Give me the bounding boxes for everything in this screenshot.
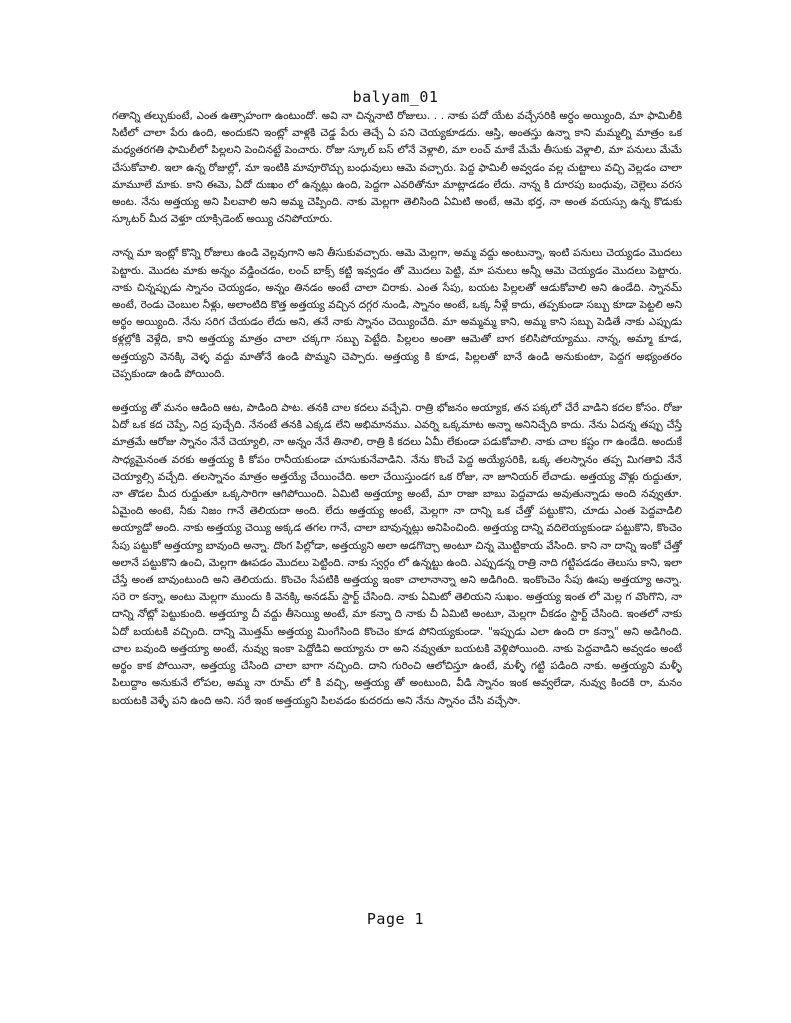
document-title: balyam_01	[352, 88, 439, 106]
document-body	[112, 108, 682, 727]
paragraph-2: నాన్న మా ఇంట్లో కొన్ని రోజులు ఉండి వెల్లవుగాని అని తీసుకువచ్చారు. ఆమె మెల్లగా, అమ్మ వద్దు అంటున్నా, ఇంటి పనులు చెయ్యడం మొదలు పెట్టారు. మొదట మాకు అన్నం వడ్డించడం, లంచ్ బాక్స్ కట్టి ఇవ్వడం తో మొదలు పెట్టి, మా పనులు అన్నీ ఆమె చెయ్యడం మొదలు పెట్టారు. నాకు చిన్నప్పుడు స్నానం చెయ్యడం, అన్నం తినడం అంటే చాలా చిరాకు. ఎంత సేపు, బయట పిల్లలతో ఆడుకోవాలి అని ఉండేది. స్నానమ్ అంటే, రెండు చెంబుల నీళ్లు, అలాంటిది కొత్త అత్తయ్య వచ్చిన దగ్గర నుండి, స్నానం అంటే, ఒక్క నీళ్లే కాదు, తప్పకుండా సబ్బు కూడా పెట్టలి అని అర్థం అయ్యింది. నేను సరిగ చేయడం లేదు అని, తనే నాకు స్నానం చెయ్యించేది. మా అమ్మమ్మ కాని, అమ్మ కాని సబ్బు పెడితే నాకు ఎప్పుడు కళ్లల్లోకి వెళ్లేది, కాని అత్తయ్య మాత్రం చాలా చక్కగా సబ్బు పెట్టేది. పిల్లలం అంతా ఆమెతో బాగ కలిసిపోయ్యాము. నాన్న, అమ్మా కూడ, అత్తయ్యని వెనక్కి వెళ్ళ వద్దు మాతోనే ఉండి పొమ్మని చెప్పారు. అత్తయ్య కి కూడ, పిల్లలతో బానే ఉండి అనుకుంటా, పెద్దగ అభ్యంతరం చెప్పకుండా ఉండి పోయింది.	[112, 247, 682, 380]
paragraph-1: గతాన్ని తల్చుకుంటే, ఎంత ఉత్సాహంగా ఉంటుందో. అవి నా చిన్ననాటి రోజులు. . . నాకు పదో యేట వచ్చేసరికి అర్ధం అయ్యింది, మా ఫామిలీకి సిటీలో చాలా పేరు ఉంది, అందుకని ఇంట్లో వాళ్లకి చెడ్డ పేరు తెచ్చే ఏ పని చెయ్యకూడదు. ఆస్తి, అంతస్తు ఉన్నా కాని మమ్మల్ని మాత్రం ఒక మధ్యతరగతి ఫామిలీలో పిల్లలని పెంచినట్టే పెంచారు. రోజు స్కూల్ బస్ లోనే వెళ్లాలి, మా లంచ్ మాకే మేమే తీసుకు వెళ్లాలి, మా పనులు మేమే చేసుకోవాలి. ఇలా ఉన్న రోజుల్లో, మా ఇంటికి మావూరొచ్చు బంధువులు ఆమె వచ్చారు. పెద్ద ఫామిలీ అవ్వడం వల్ల చుట్టాలు వచ్చి వెల్లడం చాలా మామూలే మాకు. కాని ఈమె, ఏదో దుఃఖం లో ఉన్నట్లు ఉంది, పెద్దగా ఎవరితోనూ మాట్లాడడం లేదు. నాన్న కి దూరపు బంధువు, చెల్లెలు వరస అంట. నేను అత్తయ్య అని పిలవాలి అని అమ్మ చెప్పింది. నాకు మెల్లగా తెలిసింది ఏమిటి అంటే, ఆమె భర్త, నా అంత వయస్సు ఉన్న కొడుకు స్కూటర్ మీద వెళ్తూ యాక్సిడెంట్ అయ్యి చనిపోయారు.	[112, 110, 682, 226]
page-number: Page 1	[366, 910, 425, 928]
paragraph-3: అత్తయ్య తో మనం ఆడింది ఆట, పాడింది పాట. తనకి చాల కదలు వచ్చేవి. రాత్రి భోజనం అయ్యాక, తన పక్కలో చేరే వాడిని కదల కోసం. రోజు ఏదో ఒక కద చెప్పే, నిద్ర పుచ్చేది. నేనంటే తనకి ఎక్కడ లేని అభిమానము. ఎవర్ని ఒక్కమాట అన్నా అనినిచ్చేది కాదు. నేను ఏదన్న తప్పు చేస్తే మాత్రమే ఆరోజు స్నానం నేనే చెయ్యాలి, నా అన్నం నేనే తినాలి, రాత్రి కి కదలు ఏమీ లేకుండా పడుకోవాలి. నాకు చాల కష్టం గా ఉండేది. అందుకే సాధ్యమైనంత వరకు అత్తయ్య కి కోపం రానీయకుండా చూసుకునేవాడిని. నేను కొంచే పెద్ద అయ్యేసరికి, ఒక్క తలస్నానం తప్ప మిగతావి నేనే చెయ్యాల్సి వచ్చేది. తలస్నానం మాత్రం అత్తయ్యే చేయించేది. అలా చేయిస్తుండగ ఒక రోజు, నా జూనియర్ లేచాడు. అత్తయ్య వొళ్లు రుద్దుతూ, నా తొడల మీద రుద్దుతూ ఒక్కసారిగా ఆగిపోయింది. ఏమిటి అత్తయ్యా అంటే, మా రాజా బాబు పెద్దవాడు అవుతున్నాడు అంది నవ్వుతూ. ఏమైంది అంటె, నీకు నిజం గానే తెలియదా అంది. లేదు అత్తయ్య అంటే, మెల్లగా నా దాన్ని ఒక చేత్తో పట్టుకొని, చూడు ఎంత పెద్దవాడిలి అయ్యాడో అంది. నాకు అత్తయ్య చెయ్యి అక్కడ తగల గానే, చాలా బావున్నట్లు అనిపించింది. అత్తయ్య దాన్ని వదిలెయ్యకుండా పట్టుకొని, కొంచెం సేపు పట్టుకో అత్తయ్యా బావుంది అన్నా. దొంగ పిల్లోడా, అత్తయ్యని అలా అడగొచ్చా అంటూ చిన్న మొట్టికాయ వేసింది. కాని నా దాన్ని ఇంకో చేత్తో అలానే పట్టుకొని ఉంచి, మెల్లగా ఊపడం మొదలు పెట్టింది. నాకు స్వర్గం లో ఉన్నట్టు ఉంది. ఎప్పుడన్న రాత్రి నాది గట్టిపడడం తెలుసు కాని, ఇలా చేస్తే అంత బావుంటుంది అని తెలియదు. కొంచెం సేపటికి అత్తయ్య ఇంకా చాలానాన్నా అని అడిగింది. ఇంకొంచెం సేపు ఊపు అత్తయ్యా అన్నా. సరె రా కన్నా, అంటు మెల్లగా ముందు కి వెనక్కి అనడమ్ స్టార్ట్ చేసింది. నాకు ఏమిటో తెలియని సుఖం. అత్తయ్య ఇంత లో మెల్ల గ వొంగొని, నా దాన్ని నోట్లో పెట్టుకుంది. అత్తయ్యా చీ వద్దు తీసెయ్యి అంటే, మా కన్నా ది నాకు చీ ఏమిటి అంటూ, మెల్లగా చీకడం స్టార్ట్ చేసింది. ఇంతలో నాకు ఏదో బయటకి వచ్చింది. దాన్ని మొత్తమ్ అత్తయ్య మింగేసింది కొంచెం కూడ పోనియ్యకుండా. "ఇప్పుడు ఎలా ఉంది రా కన్నా" అని అడిగింది. చాల బవుంది అత్తయ్యా అంటే, నువ్వు ఇంకా పెద్దోడివి అయ్యాను రా అని నవ్వుతూ బయటకి వెళ్లిపోయింది. నాకు పెద్దవాడిని అవ్వడం అంటే అర్థం కాక పోయినా, అత్తయ్య చేసింది చాలా బాగా నచ్చింది. దాని గురించి ఆలోచిస్తూ ఉంటే, మళ్ళీ గట్టి పడింది నాకు. అత్తయ్యని మళ్ళీ పిలుద్దాం అనుకునే లోపల, అమ్మ నా రూమ్ లో కి వచ్చి, అత్తయ్య తో అంటుంది, వీడి స్నానం ఇంక అవ్వలేడా, నువ్వు కిందకి రా, మనం బయటకి వెళ్ళే పని ఉంది అని. సరే ఇంక అత్తయ్యని పిలవడం కుదరదు అని నేను స్నానం చేసి వచ్చేసా.	[112, 402, 682, 707]
